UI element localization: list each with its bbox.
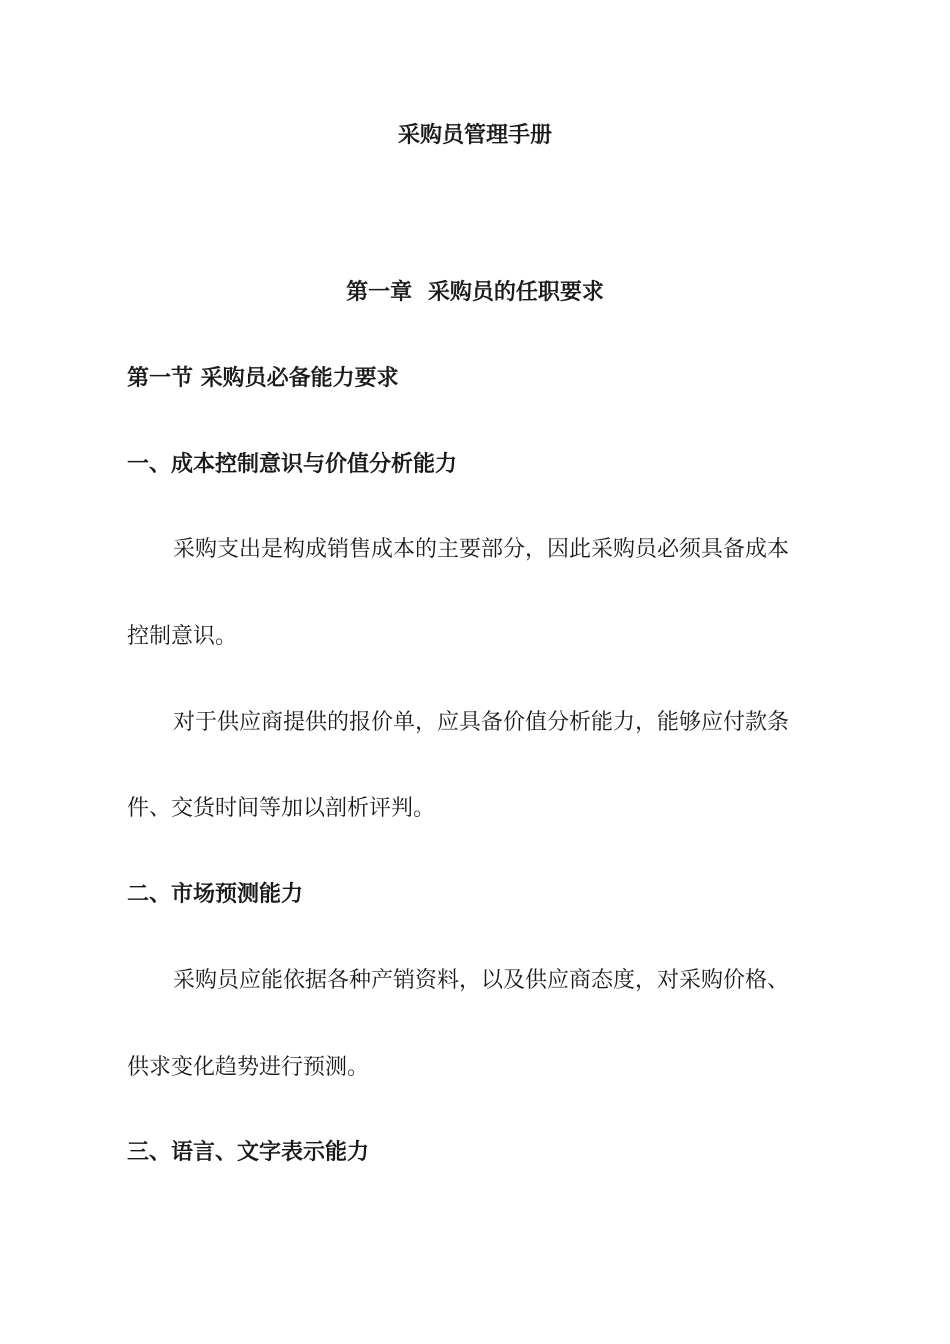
section-title: 第一节 采购员必备能力要求 — [127, 366, 399, 391]
paragraph-line: 采购员应能依据各种产销资料，以及供应商态度，对采购价格、 — [173, 968, 790, 993]
chapter-title: 第一章 采购员的任职要求 — [346, 280, 604, 305]
paragraph-line: 件、交货时间等加以剖析评判。 — [127, 796, 436, 821]
paragraph-line: 供求变化趋势进行预测。 — [127, 1055, 370, 1080]
item-heading-2: 二、市场预测能力 — [127, 882, 304, 907]
item-heading-3: 三、语言、文字表示能力 — [127, 1140, 370, 1165]
item-heading-1: 一、成本控制意识与价值分析能力 — [127, 452, 458, 477]
paragraph-line: 对于供应商提供的报价单，应具备价值分析能力，能够应付款条 — [173, 710, 790, 735]
document-title: 采购员管理手册 — [397, 123, 552, 148]
paragraph-line: 控制意识。 — [127, 624, 238, 649]
paragraph-line: 采购支出是构成销售成本的主要部分，因此采购员必须具备成本 — [173, 537, 790, 562]
